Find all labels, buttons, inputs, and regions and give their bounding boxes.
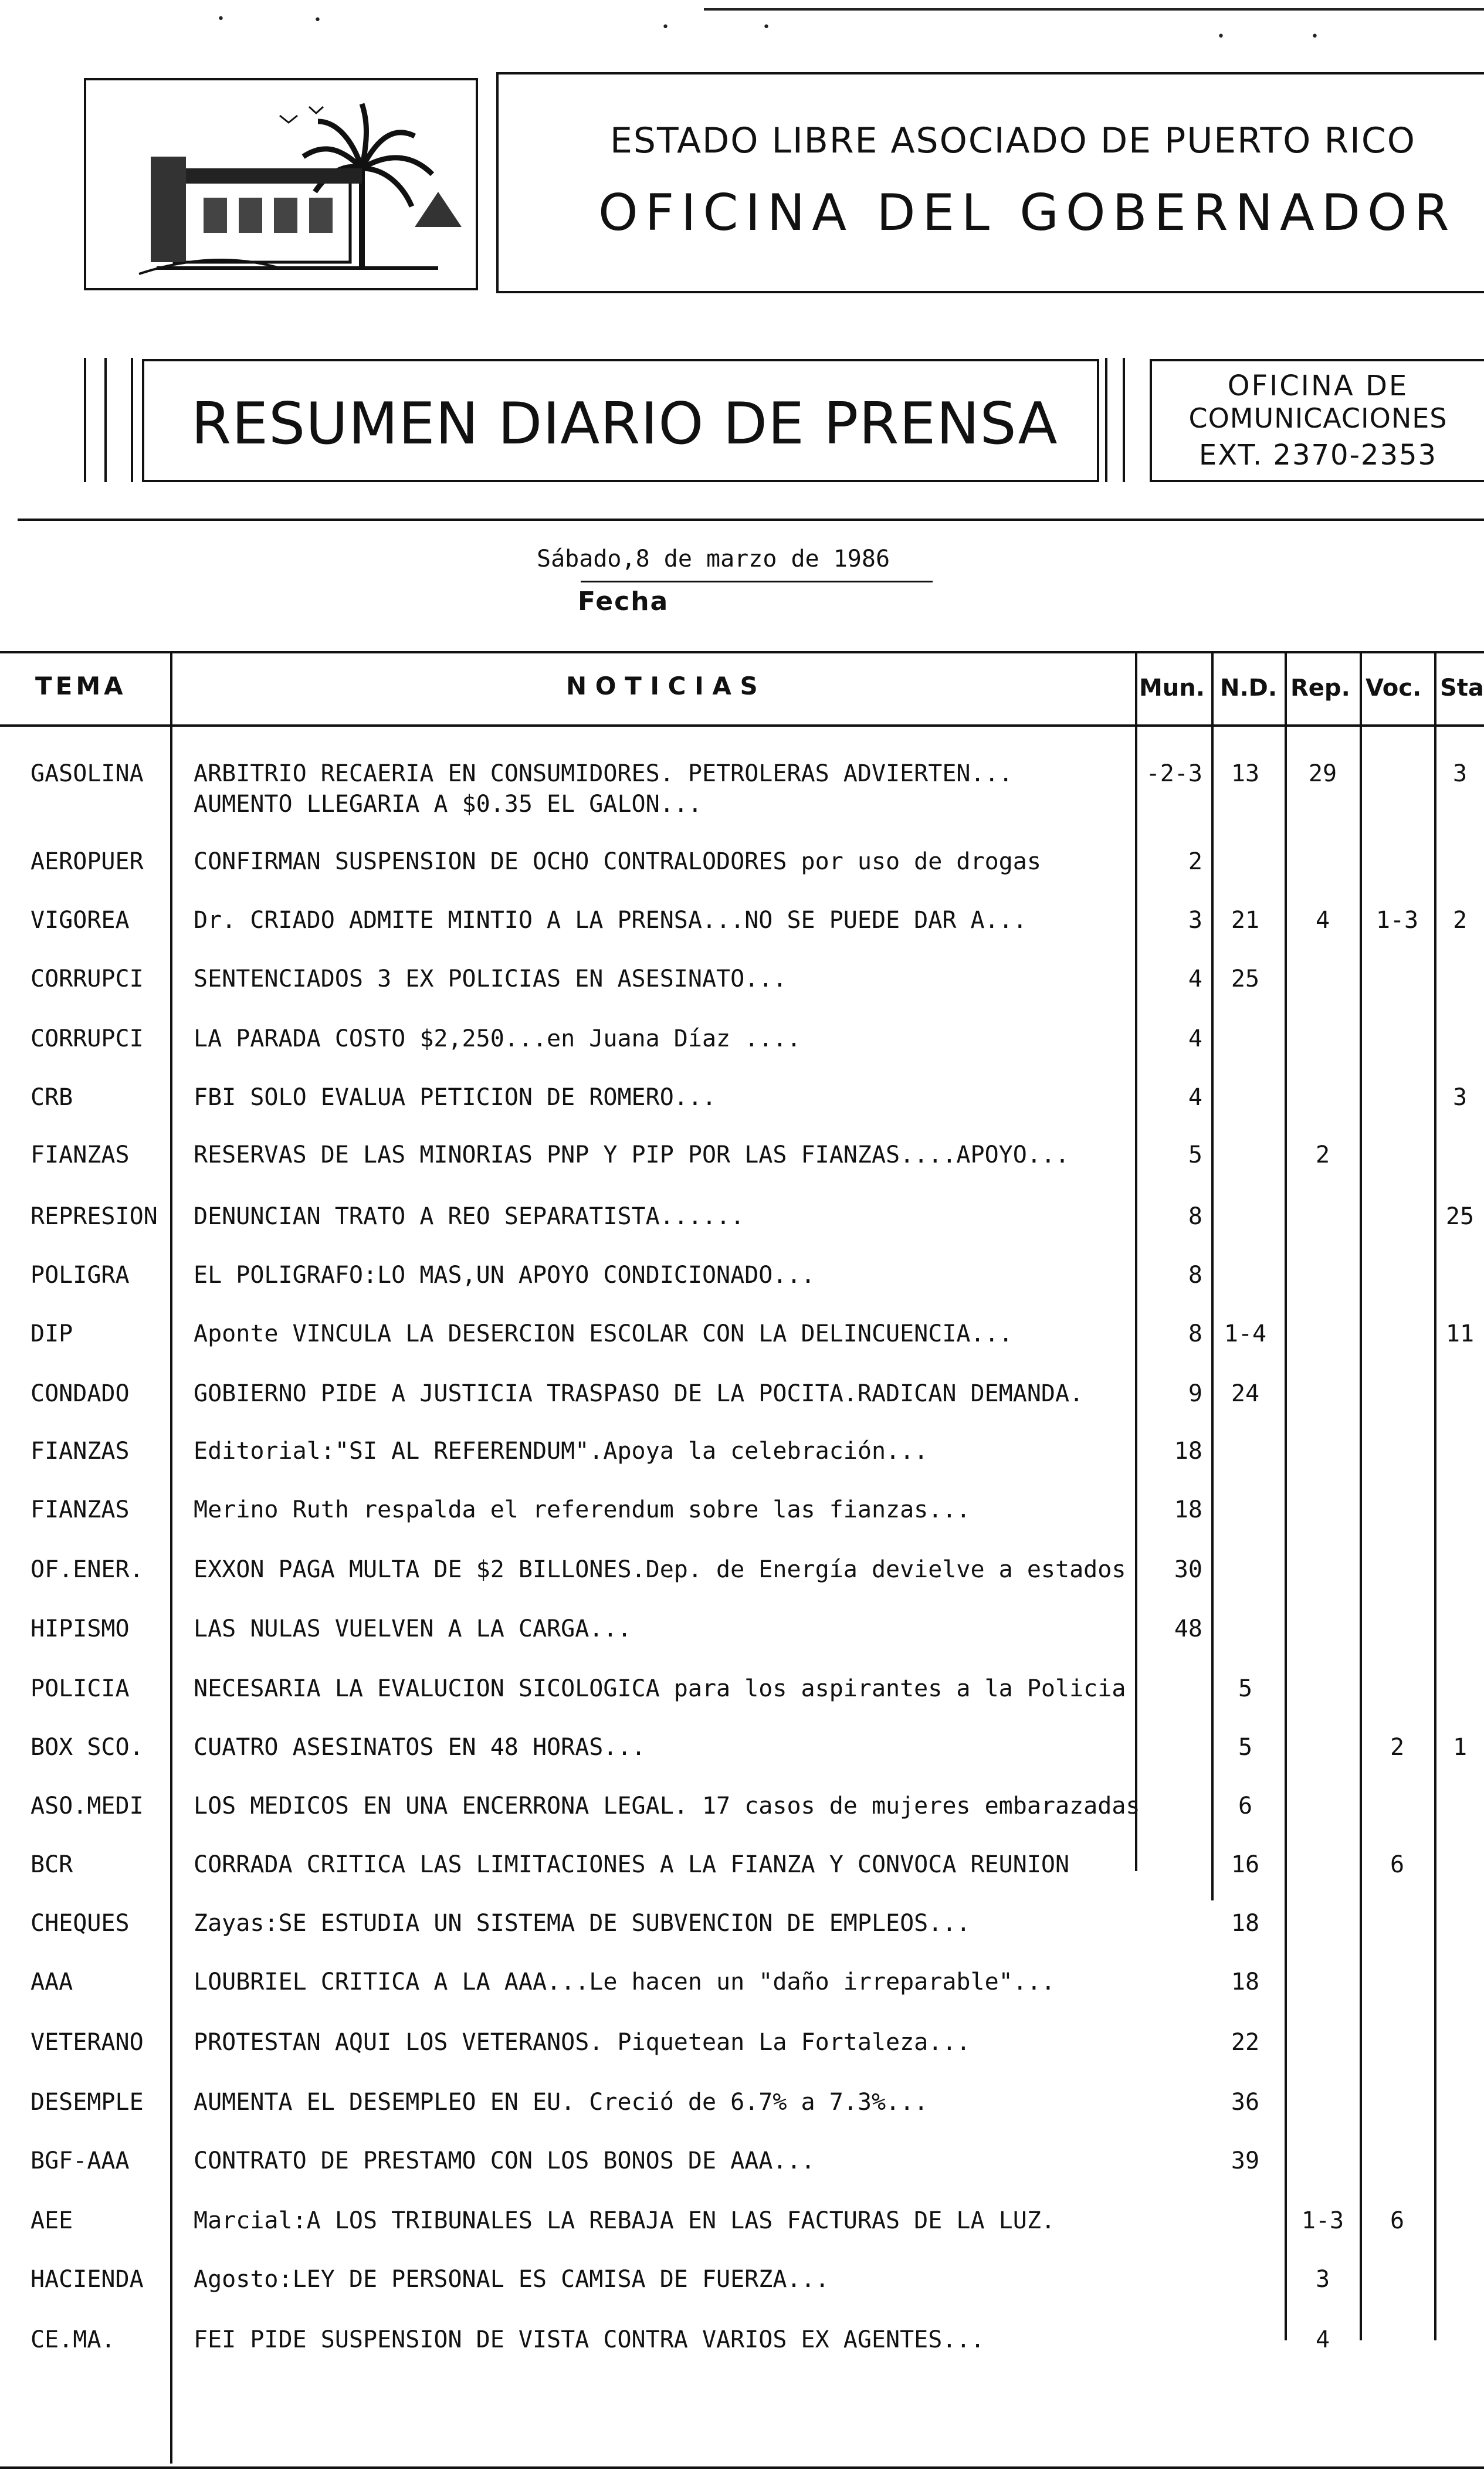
- row-voc: 1-3: [1375, 907, 1419, 934]
- row-mun: 18: [1174, 1438, 1202, 1465]
- row-noticia: DENUNCIAN TRATO A REO SEPARATISTA......: [194, 1203, 745, 1230]
- row-mun: 4: [1188, 965, 1202, 992]
- row-rep: 4: [1315, 2326, 1330, 2353]
- row-tema: BCR: [31, 1851, 73, 1878]
- row-mun: 8: [1188, 1320, 1202, 1347]
- office-name: OFICINA DEL GOBERNADOR: [598, 184, 1456, 242]
- row-tema: AEE: [31, 2207, 73, 2234]
- row-mun: 4: [1188, 1084, 1202, 1111]
- row-tema: POLICIA: [31, 1675, 130, 1702]
- column-divider: [1285, 651, 1287, 2340]
- row-mun: 30: [1174, 1556, 1202, 1583]
- row-noticia: ARBITRIO RECAERIA EN CONSUMIDORES. PETROLERAS ADVIERTEN...: [194, 760, 1013, 787]
- row-rep: 2: [1315, 1141, 1330, 1168]
- row-tema: BGF-AAA: [31, 2147, 130, 2174]
- row-nd: 24: [1231, 1380, 1260, 1407]
- row-nd: 25: [1231, 965, 1260, 992]
- row-nd: 1-4: [1224, 1320, 1267, 1347]
- row-noticia: Marcial:A LOS TRIBUNALES LA REBAJA EN LAS FACTURAS DE LA LUZ.: [194, 2207, 1056, 2234]
- row-tema: CORRUPCI: [31, 965, 144, 992]
- decorative-bars: [1105, 358, 1140, 482]
- row-mun: 48: [1174, 1615, 1202, 1642]
- row-rep: 4: [1315, 907, 1330, 934]
- row-voc: 6: [1390, 2207, 1405, 2234]
- header-sta: Sta: [1440, 675, 1484, 702]
- row-noticia: PROTESTAN AQUI LOS VETERANOS. Piquetean La Fortaleza...: [194, 2029, 971, 2056]
- scan-speck: •: [1311, 29, 1319, 44]
- row-sta: 2: [1452, 907, 1468, 934]
- header-rep: Rep.: [1290, 675, 1350, 702]
- row-nd: 13: [1231, 760, 1260, 787]
- row-tema: POLIGRA: [31, 1262, 130, 1289]
- table-header-rule: [0, 724, 1484, 727]
- row-mun: 8: [1188, 1203, 1202, 1230]
- scan-speck: •: [314, 13, 321, 28]
- row-tema: CE.MA.: [31, 2326, 116, 2353]
- government-header: [496, 72, 1484, 293]
- row-tema: DIP: [31, 1320, 73, 1347]
- row-tema: FIANZAS: [31, 1496, 130, 1523]
- row-noticia-continued: AUMENTO LLEGARIA A $0.35 EL GALON...: [194, 791, 702, 818]
- row-tema: VIGOREA: [31, 907, 130, 934]
- row-mun: 9: [1188, 1380, 1202, 1407]
- row-rep: 3: [1315, 2266, 1330, 2293]
- office-line2: COMUNICACIONES: [1188, 402, 1448, 434]
- row-noticia: LAS NULAS VUELVEN A LA CARGA...: [194, 1615, 632, 1642]
- row-voc: 6: [1390, 1851, 1405, 1878]
- row-tema: OF.ENER.: [31, 1556, 144, 1583]
- row-tema: FIANZAS: [31, 1438, 130, 1465]
- column-divider: [1360, 651, 1362, 2340]
- row-noticia: LOS MEDICOS EN UNA ENCERRONA LEGAL. 17 casos de mujeres embarazadas: [194, 1793, 1140, 1819]
- row-noticia: SENTENCIADOS 3 EX POLICIAS EN ASESINATO...: [194, 965, 787, 992]
- row-sta: 11: [1445, 1320, 1475, 1347]
- header-mun: Mun.: [1139, 675, 1205, 702]
- row-tema: REPRESION: [31, 1203, 158, 1230]
- row-nd: 18: [1231, 1910, 1260, 1937]
- column-divider: [170, 651, 172, 2464]
- top-edge-rule: [704, 8, 1484, 11]
- row-nd: 21: [1231, 907, 1260, 934]
- row-tema: GASOLINA: [31, 760, 144, 787]
- scan-speck: •: [217, 12, 225, 26]
- row-nd: 39: [1231, 2147, 1260, 2174]
- row-noticia: AUMENTA EL DESEMPLEO EN EU. Creció de 6.7% a 7.3%...: [194, 2089, 929, 2116]
- row-rep: 1-3: [1301, 2207, 1344, 2234]
- row-noticia: FBI SOLO EVALUA PETICION DE ROMERO...: [194, 1084, 717, 1111]
- row-tema: CORRUPCI: [31, 1025, 144, 1052]
- table-top-rule: [0, 651, 1484, 653]
- row-noticia: GOBIERNO PIDE A JUSTICIA TRASPASO DE LA POCITA.RADICAN DEMANDA.: [194, 1380, 1084, 1407]
- row-tema: HIPISMO: [31, 1615, 130, 1642]
- row-noticia: Merino Ruth respalda el referendum sobre las fianzas...: [194, 1496, 971, 1523]
- row-mun: 8: [1188, 1262, 1202, 1289]
- row-noticia: CORRADA CRITICA LAS LIMITACIONES A LA FIANZA Y CONVOCA REUNION: [194, 1851, 1070, 1878]
- header-tema: TEMA: [35, 672, 127, 700]
- section-divider: [18, 519, 1484, 521]
- row-nd: 18: [1231, 1968, 1260, 1995]
- row-noticia: CUATRO ASESINATOS EN 48 HORAS...: [194, 1734, 646, 1761]
- row-rep: 29: [1308, 760, 1337, 787]
- row-noticia: Editorial:"SI AL REFERENDUM".Apoya la celebración...: [194, 1438, 929, 1465]
- banner-box: [142, 359, 1099, 482]
- row-tema: ASO.MEDI: [31, 1793, 144, 1819]
- row-noticia: EL POLIGRAFO:LO MAS,UN APOYO CONDICIONADO...: [194, 1262, 815, 1289]
- page-bottom-rule: [0, 2466, 1484, 2469]
- row-tema: BOX SCO.: [31, 1734, 144, 1761]
- row-mun: 4: [1188, 1025, 1202, 1052]
- row-sta: 3: [1452, 1084, 1468, 1111]
- row-nd: 22: [1231, 2029, 1260, 2056]
- row-tema: VETERANO: [31, 2029, 144, 2056]
- row-noticia: LA PARADA COSTO $2,250...en Juana Díaz ....: [194, 1025, 801, 1052]
- row-noticia: CONTRATO DE PRESTAMO CON LOS BONOS DE AAA...: [194, 2147, 815, 2174]
- extension: EXT. 2370-2353: [1198, 439, 1438, 472]
- row-nd: 36: [1231, 2089, 1260, 2116]
- row-mun: 18: [1174, 1496, 1202, 1523]
- row-noticia: RESERVAS DE LAS MINORIAS PNP Y PIP POR LAS FIANZAS....APOYO...: [194, 1141, 1070, 1168]
- row-tema: CHEQUES: [31, 1910, 130, 1937]
- office-line1: OFICINA DE: [1227, 370, 1409, 402]
- row-mun: 5: [1188, 1141, 1202, 1168]
- row-tema: CONDADO: [31, 1380, 130, 1407]
- row-nd: 6: [1238, 1793, 1253, 1819]
- communications-office-box: [1150, 359, 1484, 482]
- row-tema: DESEMPLE: [31, 2089, 144, 2116]
- date-underline: [581, 581, 933, 582]
- row-tema: CRB: [31, 1084, 73, 1111]
- scan-speck: •: [662, 20, 669, 35]
- logo-box: [84, 78, 478, 290]
- row-sta: 1: [1452, 1734, 1468, 1761]
- scan-speck: •: [1217, 29, 1225, 44]
- row-nd: 5: [1238, 1734, 1253, 1761]
- row-noticia: Zayas:SE ESTUDIA UN SISTEMA DE SUBVENCION DE EMPLEOS...: [194, 1910, 971, 1937]
- row-sta: 25: [1445, 1203, 1475, 1230]
- scan-speck: •: [763, 20, 770, 35]
- row-noticia: Dr. CRIADO ADMITE MINTIO A LA PRENSA...NO SE PUEDE DAR A...: [194, 907, 1027, 934]
- row-noticia: LOUBRIEL CRITICA A LA AAA...Le hacen un "daño irreparable"...: [194, 1968, 1056, 1995]
- row-noticia: Agosto:LEY DE PERSONAL ES CAMISA DE FUERZA...: [194, 2266, 829, 2293]
- row-noticia: CONFIRMAN SUSPENSION DE OCHO CONTRALODORES por uso de drogas: [194, 848, 1041, 875]
- header-voc: Voc.: [1366, 675, 1422, 702]
- row-noticia: EXXON PAGA MULTA DE $2 BILLONES.Dep. de Energía devielve a estados: [194, 1556, 1126, 1583]
- column-divider: [1434, 651, 1436, 2340]
- row-mun: -2-3: [1146, 760, 1202, 787]
- state-name: ESTADO LIBRE ASOCIADO DE PUERTO RICO: [610, 120, 1416, 161]
- row-voc: 2: [1390, 1734, 1405, 1761]
- row-mun: 2: [1188, 848, 1202, 875]
- row-sta: 3: [1452, 760, 1468, 787]
- row-noticia: Aponte VINCULA LA DESERCION ESCOLAR CON LA DELINCUENCIA...: [194, 1320, 1013, 1347]
- column-divider: [1211, 651, 1214, 1900]
- header-nd: N.D.: [1220, 675, 1278, 702]
- fortaleza-building-icon: [86, 80, 476, 288]
- row-nd: 5: [1238, 1675, 1253, 1702]
- row-tema: AAA: [31, 1968, 73, 1995]
- row-nd: 16: [1231, 1851, 1260, 1878]
- header-noticias: N O T I C I A S: [566, 672, 758, 700]
- decorative-bars: [78, 358, 148, 482]
- row-noticia: NECESARIA LA EVALUCION SICOLOGICA para los aspirantes a la Policia: [194, 1675, 1126, 1702]
- banner-title: RESUMEN DIARIO DE PRENSA: [191, 391, 1058, 458]
- row-tema: HACIENDA: [31, 2266, 144, 2293]
- row-tema: AEROPUER: [31, 848, 144, 875]
- row-mun: 3: [1188, 907, 1202, 934]
- date-value: Sábado,8 de marzo de 1986: [537, 545, 890, 572]
- row-tema: FIANZAS: [31, 1141, 130, 1168]
- row-noticia: FEI PIDE SUSPENSION DE VISTA CONTRA VARIOS EX AGENTES...: [194, 2326, 985, 2353]
- date-label: Fecha: [578, 587, 669, 616]
